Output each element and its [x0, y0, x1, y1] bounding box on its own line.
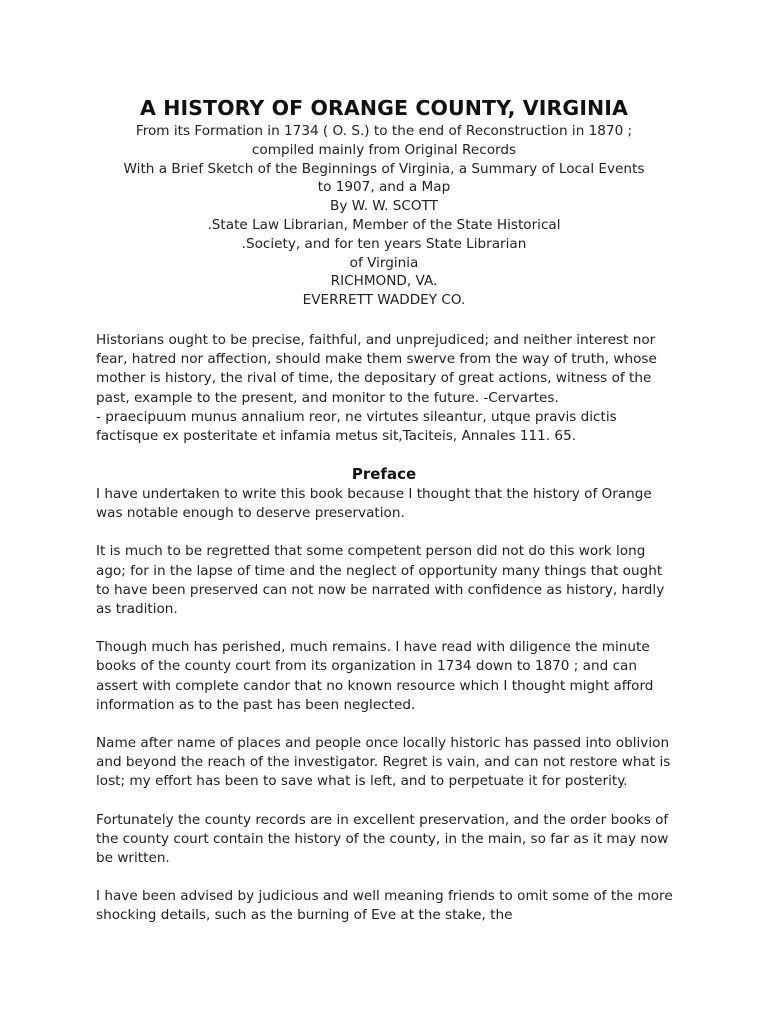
title-page-details — [0, 122, 768, 310]
document-title: A HISTORY OF ORANGE COUNTY, VIRGINIA — [140, 96, 628, 120]
epigraph — [96, 331, 676, 446]
publisher-name: EVERRETT WADDEY CO. — [302, 292, 466, 309]
author-credential-line: .State Law Librarian, Member of the State Historical — [207, 216, 561, 233]
subtitle-line: With a Brief Sketch of the Beginnings of Virginia, a Summary of Local Events — [123, 160, 645, 177]
author-credential-line: .Society, and for ten years State Librarian — [241, 235, 527, 252]
author-line: By W. W. SCOTT — [330, 198, 438, 215]
preface-paragraph: Fortunately the county records are in excellent preservation, and the order books of the county court contain the history of the county, in the main, so far as it may now be written. — [96, 811, 669, 867]
subtitle-line: From its Formation in 1734 ( O. S.) to the end of Reconstruction in 1870 ; — [135, 123, 633, 139]
epigraph-english: Historians ought to be precise, faithful, and unprejudiced; and neither interest nor fear, hatred nor affection, should make them swerve from the way of truth, whose mother is history, the rival of time, the depositary of great actions, witness of the past, example to the present, and monitor to the future. -Cervartes. — [96, 332, 657, 406]
preface-heading: Preface — [351, 465, 417, 483]
author-credential-line: of Virginia — [349, 254, 419, 271]
subtitle-line: compiled mainly from Original Records — [251, 141, 517, 158]
preface-paragraph: I have been advised by judicious and well meaning friends to omit some of the more shocking details, such as the burning of Eve at the stake, the — [96, 888, 673, 924]
publisher-city: RICHMOND, VA. — [330, 273, 438, 290]
preface-body — [96, 485, 676, 945]
preface-paragraph: Name after name of places and people once locally historic has passed into oblivion and beyond the reach of the investigator. Regret is vain, and can not restore what is lost; my effort has been to save what is left, and to perpetuate it for posterity. — [96, 735, 671, 790]
preface-paragraph: Though much has perished, much remains. I have read with diligence the minute books of the county court from its organization in 1734 down to 1870 ; and can assert with complete candor that no known resource which I thought might afford information as to the past has been neglected. — [96, 639, 654, 713]
preface-paragraph: It is much to be regretted that some competent person did not do this work long ago; for in the lapse of time and the neglect of opportunity many things that ought to have been preserved can not now be narrated with confidence as history, hardly as tradition. — [96, 543, 665, 618]
preface-paragraph: I have undertaken to write this book because I thought that the history of Orange was notable enough to deserve preservation. — [96, 486, 652, 522]
epigraph-latin: - praecipuum munus annalium reor, ne virtutes sileantur, utque pravis dictis factisque ex posteritate et infamia metus sit,Taciteis, Annales 111. 65. — [96, 408, 617, 445]
subtitle-line: to 1907, and a Map — [317, 179, 451, 196]
